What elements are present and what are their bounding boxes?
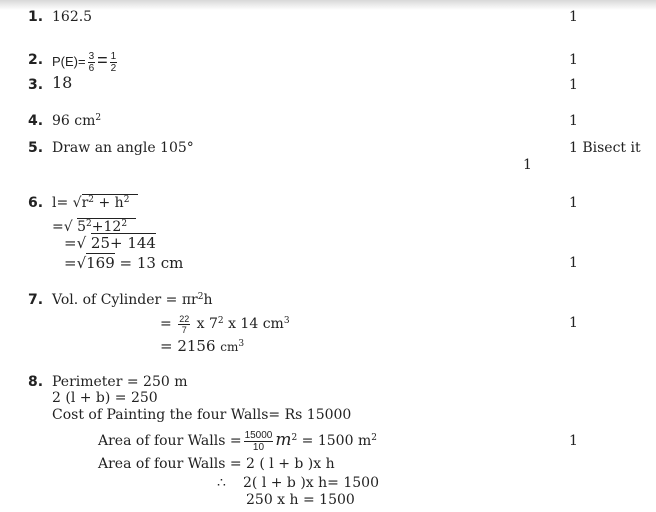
radicand — [82, 194, 139, 211]
q4-number: 4. — [28, 113, 44, 129]
text: h — [203, 292, 213, 308]
superscript: 2 — [291, 433, 298, 443]
text: = 13 cm — [114, 254, 184, 272]
numerator: 15000 — [244, 429, 273, 441]
superscript: 2 — [197, 292, 204, 302]
therefore-symbol: ∴ — [217, 475, 226, 491]
q3-mark: 1 — [569, 77, 578, 93]
q8-line6: 2( l + b )x h= 1500 — [243, 475, 379, 491]
text: l= √ — [52, 195, 82, 211]
numerator: 1 — [110, 51, 117, 63]
q8-number: 8. — [28, 374, 44, 390]
radicand: 169 — [86, 254, 115, 272]
superscript: 3 — [238, 339, 245, 349]
q2-lhs: P(E)= — [52, 54, 86, 69]
superscript: 3 — [283, 316, 290, 326]
text: x 7 — [192, 316, 218, 332]
superscript: 2 — [123, 195, 130, 205]
text: cm — [220, 340, 239, 354]
text: 5 — [77, 219, 87, 235]
denominator: 2 — [110, 63, 117, 75]
q8-line2: 2 (l + b) = 250 — [52, 390, 158, 406]
q8-line7: 250 x h = 1500 — [246, 492, 355, 508]
q7-line2 — [160, 310, 290, 338]
q5-mark-2: 1 — [523, 157, 532, 173]
q1-answer: 162.5 — [52, 9, 93, 25]
q5-number: 5. — [28, 140, 44, 156]
superscript: 2 — [217, 316, 224, 326]
numerator: 22 — [179, 313, 190, 324]
q7-mark: 1 — [569, 315, 578, 331]
text: m — [275, 430, 292, 450]
q4-answer — [52, 113, 101, 129]
q2-number: 2. — [28, 52, 44, 68]
denominator: 10 — [252, 441, 265, 453]
text: Area of four Walls = — [98, 433, 242, 449]
denominator: 6 — [88, 63, 95, 75]
q7-number: 7. — [28, 292, 44, 308]
q3-answer: 18 — [52, 73, 73, 92]
q8-line5: Area of four Walls = 2 ( l + b )x h — [98, 456, 335, 472]
q2-mark: 1 — [569, 52, 578, 68]
fraction — [110, 51, 118, 74]
q4-text: 96 cm — [52, 113, 96, 129]
text: x 14 cm — [223, 316, 284, 332]
text: = — [160, 316, 177, 332]
radicand: 25+ 144 — [90, 234, 156, 252]
fraction — [88, 51, 96, 74]
equals: = — [97, 50, 108, 70]
superscript: 2 — [371, 433, 377, 443]
q6-line3 — [64, 235, 156, 251]
fraction — [244, 430, 274, 453]
superscript: 2 — [88, 195, 95, 205]
superscript: 2 — [121, 219, 128, 229]
numerator: 3 — [88, 51, 95, 63]
q5-answer: Draw an angle 105° — [52, 140, 194, 156]
text: Vol. of Cylinder = πr — [52, 292, 198, 308]
q3-number: 3. — [28, 77, 44, 93]
text: =√ — [64, 234, 91, 252]
q1-number: 1. — [28, 9, 44, 25]
q8-line4 — [98, 422, 377, 459]
text: = 1500 m — [297, 433, 372, 449]
q4-mark: 1 — [569, 113, 578, 129]
q1-mark: 1 — [569, 9, 578, 25]
q5-mark: 1 Bisect it — [569, 140, 641, 156]
superscript: 2 — [86, 219, 92, 229]
text: = 2156 — [160, 337, 221, 355]
text: + h — [94, 195, 124, 211]
q6-line4 — [64, 255, 183, 271]
text: =√ — [64, 254, 87, 272]
denominator: 7 — [181, 324, 187, 335]
q8-mark: 1 — [569, 433, 578, 449]
top-shadow — [0, 0, 656, 10]
q6-mark: 1 — [569, 195, 578, 211]
q7-line3 — [160, 338, 244, 355]
text: +12 — [91, 219, 122, 235]
text: =√ — [52, 219, 78, 235]
q8-line1: Perimeter = 250 m — [52, 374, 188, 390]
q8-line3: Cost of Painting the four Walls= Rs 15000 — [52, 407, 352, 423]
fraction — [178, 314, 190, 335]
text: r — [81, 195, 89, 211]
q6-mark-2: 1 — [569, 255, 578, 271]
q6-number: 6. — [28, 195, 44, 211]
q6-line1 — [52, 195, 138, 211]
q7-line1 — [52, 292, 213, 308]
superscript: 2 — [95, 113, 102, 123]
